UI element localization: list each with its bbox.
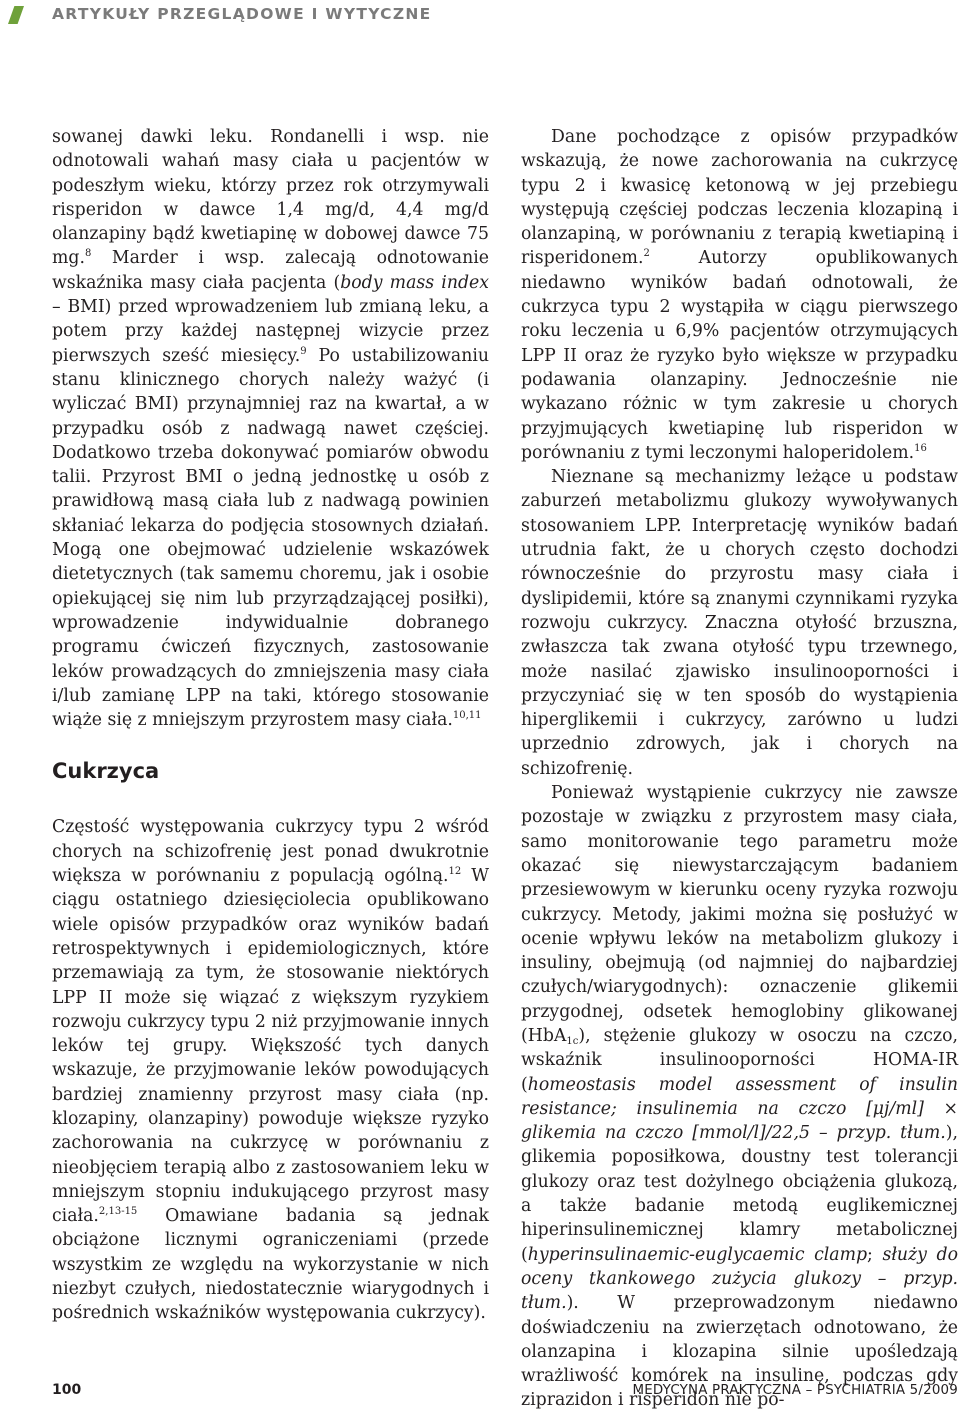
page-number: 100 xyxy=(52,1382,82,1398)
citation: 12 xyxy=(448,866,462,878)
paragraph: Częstość występowania cukrzycy typu 2 wśród chorych na schizofrenię jest ponad dwukrotnie większa w porównaniu z populacją ogólną.$^{12}$ W ciągu ostatniego dziesięciolecia opublikowano wiele opisów przypadków oraz wyników badań retrospektywnych i epidemiologicznych, które przemawiają za tym, że stosowanie niektórych LPP II może się wiązać z większym ryzykiem rozwoju cukrzycy typu 2 niż przyjmowanie innych leków tej grupy. Większość tych danych wskazuje, że przyjmowanie leków powodujących bardziej znamienny przyrost masy ciała (np. klozapiny, olanzapiny) powoduje większe ryzyko zachorowania na cukrzycę w porównaniu z nieobjęciem terapią albo z zastosowaniem leku w mniejszym stopniu indukującego przyrost masy ciała.$^{2,13-15}$ Omawiane badania są jednak obciążone licznymi ograniczeniami (przede wszystkim ze względu na wykorzystanie w nich niezbyt czułych, niedostatecznie wiarygodnych i pośrednich wskaźników występowania cukrzycy). xyxy=(52,817,489,1324)
paragraph: Ponieważ wystąpienie cukrzycy nie zawsze pozostaje w związku z przyrostem masy ciała, samo monitorowanie tego parametru może okazać się niewystarczającym badaniem przesiewowym w kierunku oceny ryzyka rozwoju cukrzycy. Metody, jakimi można się posłużyć w ocenie wpływu leków na metabolizm glukozy i insuliny, obejmują (od najmniej do najbardziej czułych/wiarygodnych): oznaczenie glikemii przygodnej, odsetek hemoglobiny glikowanej (HbA$_{1c}$), stężenie glukozy w osoczu na czczo, wskaźnik insulinooporności HOMA-IR (homeostasis model assessment of insulin resistance; insulinemia na czczo [μj/ml] × glikemia na czczo [mmol/l]/22,5 – przyp. tłum.), glikemia poposiłkowa, doustny test tolerancji glukozy oraz test dożylnego obciążenia glukozą, a także badanie metodą euglikemicznej hiperinsulinemicznej klamry metabolicznej (hyperinsulinaemic-euglycaemic clamp; służy do oceny tkankowego zużycia glukozy – przyp. tłum.). W przeprowadzonym niedawno doświadczeniu na zwierzętach odnotowano, że olanzapina i klozapina silnie upośledzają wrażliwość komórek na insulinę, podczas gdy ziprazidon i risperidon nie po- xyxy=(521,783,958,1411)
citation: 10,11 xyxy=(452,710,482,722)
paragraph: Nieznane są mechanizmy leżące u podstaw zaburzeń metabolizmu glukozy wywoływanych stosowaniem LPP. Interpretację wyników badań utrudnia fakt, że u chorych często dochodzi równocześnie do przyrostu masy ciała i dyslipidemii, które są znanymi czynnikami ryzyka rozwoju cukrzycy. Znaczna otyłość brzuszna, zwłaszcza tak zwana otyłość typu trzewnego, może nasilać zjawisko insulinooporności i przyczyniać się w ten sposób do wystąpienia hiperglikemii i cukrzycy, zarówno u ludzi uprzednio zdrowych, jak i chorych na schizofrenię. xyxy=(521,467,958,779)
citation: 2,13-15 xyxy=(98,1206,138,1218)
citation: 2 xyxy=(643,248,650,260)
section-marker-icon xyxy=(8,6,24,24)
left-column xyxy=(52,125,489,1326)
right-column xyxy=(521,125,958,1413)
paragraph: sowanej dawki leku. Rondanelli i wsp. nie odnotowali wahań masy ciała u pacjentów w podeszłym wieku, którzy przez rok otrzymywali risperidon w dawce 1,4 mg/d, 4,4 mg/d olanzapiny bądź kwetiapinę w dobowej dawce 75 mg.$^8$ Marder i wsp. zalecają odnotowanie wskaźnika masy ciała pacjenta (body mass index – BMI) przed wprowadzeniem lub zmianą leku, a potem przy każdej następnej wizycie przez pierwszych sześć miesięcy.$^9$ Po ustabilizowaniu stanu klinicznego chorych należy ważyć (i wyliczać BMI) przynajmniej raz na kwartał, a w przypadku osób z nadwagą nawet częściej. Dodatkowo trzeba dokonywać pomiarów obwodu talii. Przyrost BMI o jedną jednostkę u osób z prawidłową masą ciała lub z nadwagą powinien skłaniać lekarza do podjęcia stosownych działań. Mogą one obejmować udzielenie wskazówek dietetycznych (tak samemu choremu, jak i osobie opiekującej się nim lub przyrządzającej posiłki), wprowadzenie indywidualnie dobranego programu ćwiczeń fizycznych, zastosowanie leków prowadzących do zmniejszenia masy ciała i/lub zamianę LPP na taki, którego stosowanie wiąże się z mniejszym przyrostem masy ciała.$^{10,11}$ xyxy=(52,127,489,731)
subscript: 1c xyxy=(566,1035,579,1047)
citation: 16 xyxy=(914,442,927,454)
section-header xyxy=(0,0,960,30)
section-heading: Cukrzyca xyxy=(52,759,160,784)
paragraph: Dane pochodzące z opisów przypadków wskazują, że nowe zachorowania na cukrzycę typu 2 i kwasicę ketonową w jej przebiegu występują częściej podczas leczenia klozapiną i olanzapiną, w porównaniu z terapią kwetiapiną i risperidonem.$^2$ Autorzy opublikowanych niedawno wyników badań odnotowali, że cukrzyca typu 2 wystąpiła w ciągu pierwszego roku leczenia u 6,9% pacjentów otrzymujących LPP II oraz że ryzyko było większe w przypadku podawania olanzapiny. Jednocześnie nie wykazano różnic w tym zakresie u chorych przyjmujących kwetiapinę lub risperidon w porównaniu z tymi leczonymi haloperidolem.$^{16}$ xyxy=(521,127,958,463)
section-label: ARTYKUŁY PRZEGLĄDOWE I WYTYCZNE xyxy=(52,5,432,23)
citation: 9 xyxy=(300,345,307,357)
citation: 8 xyxy=(84,248,92,260)
journal-footer: MEDYCYNA PRAKTYCZNA – PSYCHIATRIA 5/2009 xyxy=(632,1383,958,1398)
